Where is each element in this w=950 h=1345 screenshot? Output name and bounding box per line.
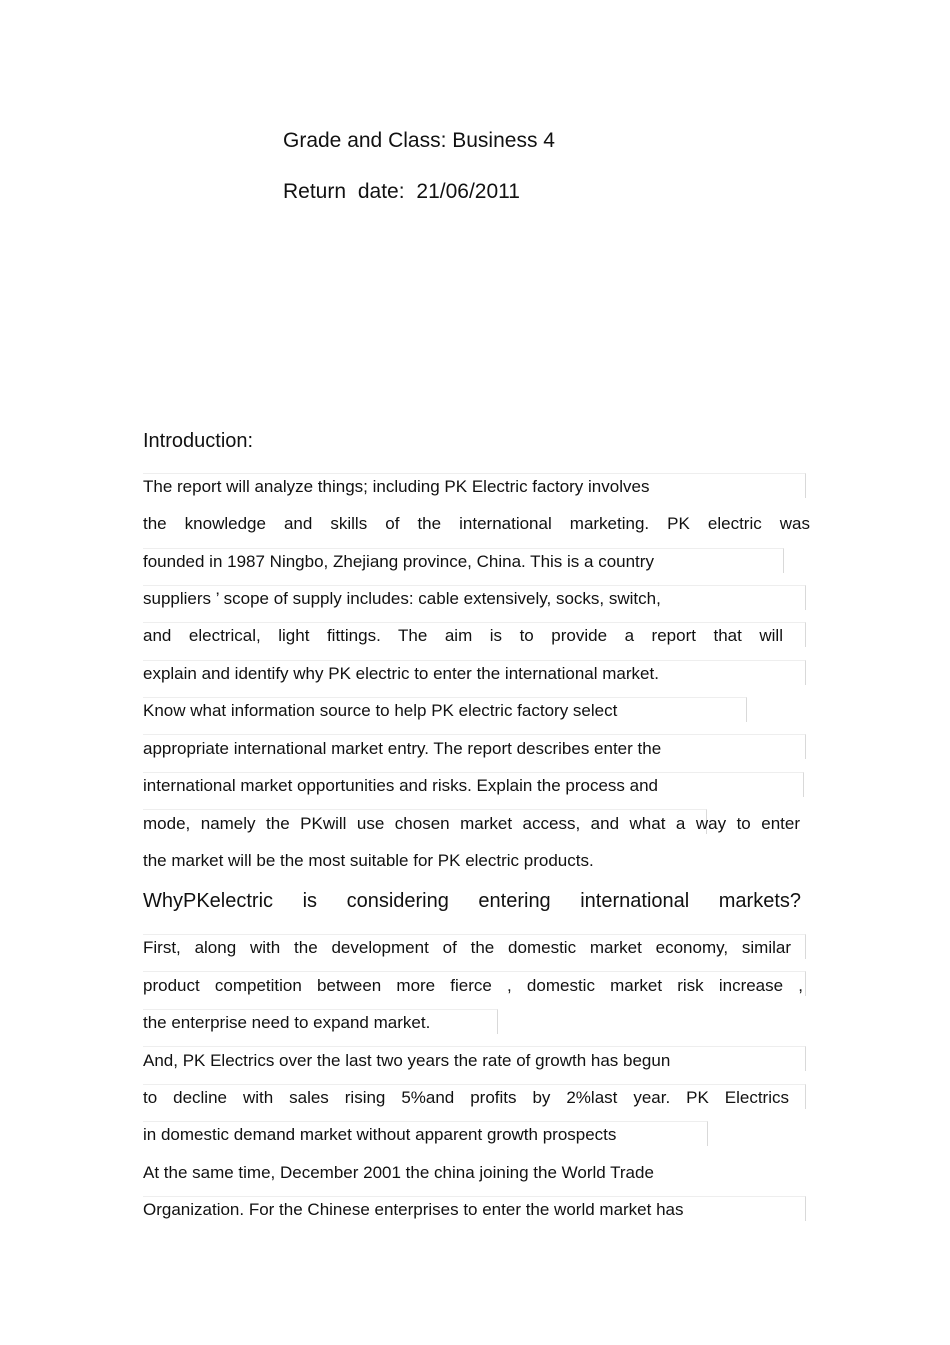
intro-line: the knowledge and skills of the international marketing. PK electric was (143, 514, 810, 533)
section-line: to decline with sales rising 5%and profits by 2%last year. PK Electrics (143, 1088, 789, 1107)
intro-line: appropriate international market entry. The report describes enter the (143, 739, 662, 758)
intro-line: explain and identify why PK electric to enter the international market. (143, 664, 659, 683)
section-line: the enterprise need to expand market. (143, 1013, 431, 1032)
section-line: in domestic demand market without apparent growth prospects (143, 1125, 617, 1144)
intro-line: suppliers ’ scope of supply includes: cable extensively, socks, switch, (143, 589, 661, 608)
intro-line: mode, namely the PKwill use chosen market access, and what a way to enter (143, 814, 800, 833)
intro-line: The report will analyze things; including PK Electric factory involves (143, 477, 650, 496)
section-line: Organization. For the Chinese enterprises to enter the world market has (143, 1200, 684, 1219)
section-line: First, along with the development of the domestic market economy, similar (143, 938, 791, 957)
intro-line: the market will be the most suitable for PK electric products. (143, 851, 594, 870)
introduction-title: Introduction: (143, 430, 254, 452)
section-line: product competition between more fierce , domestic market risk increase , (143, 976, 803, 995)
section-line: And, PK Electrics over the last two years the rate of growth has begun (143, 1051, 671, 1070)
intro-line: and electrical, light fittings. The aim is to provide a report that will (143, 626, 783, 645)
intro-line: founded in 1987 Ningbo, Zhejiang province, China. This is a country (143, 552, 654, 571)
section-line: At the same time, December 2001 the china joining the World Trade (143, 1163, 654, 1182)
intro-line: international market opportunities and risks. Explain the process and (143, 776, 659, 795)
grade-class-line: Grade and Class: Business 4 (283, 129, 555, 152)
section-heading: WhyPKelectric is considering entering international markets? (143, 890, 801, 912)
intro-line: Know what information source to help PK electric factory select (143, 701, 618, 720)
return-date-line: Return date: 21/06/2011 (283, 180, 520, 203)
